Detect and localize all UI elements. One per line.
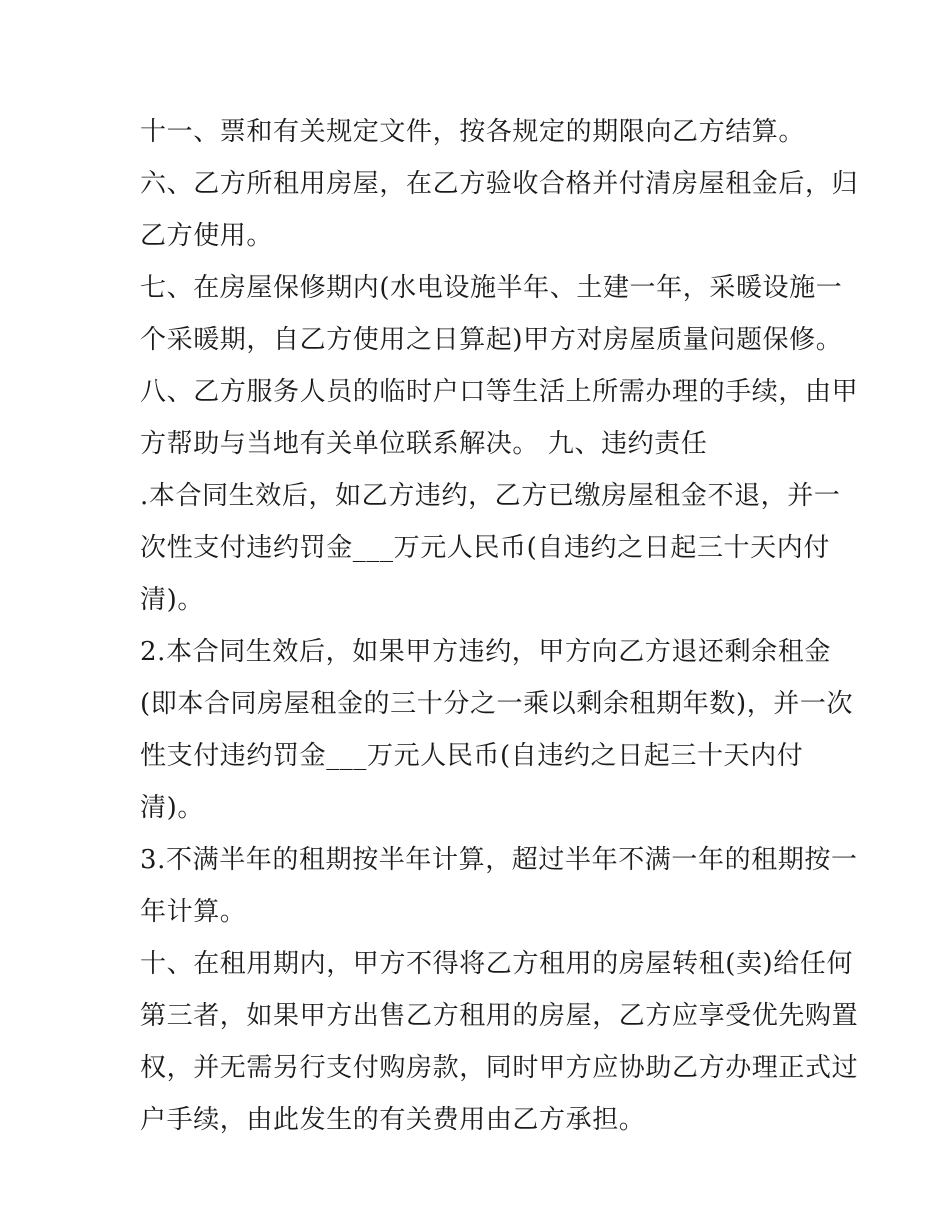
- text-line: 乙方使用。: [140, 221, 274, 251]
- text-line: .本合同生效后，如乙方违约，乙方已缴房屋租金不退，并一: [140, 481, 841, 511]
- text-line: 2.本合同生效后，如果甲方违约，甲方向乙方退还剩余租金: [140, 637, 832, 667]
- text-line: 十一、票和有关规定文件，按各规定的期限向乙方结算。: [140, 117, 806, 147]
- text-line: 年计算。: [140, 897, 247, 927]
- text-line: 六、乙方所租用房屋，在乙方验收合格并付清房屋租金后，归: [140, 169, 859, 199]
- text-line: 次性支付违约罚金___万元人民币(自违约之日起三十天内付: [140, 533, 830, 563]
- text-line: (即本合同房屋租金的三十分之一乘以剩余租期年数)，并一次: [140, 689, 854, 719]
- text-line: 个采暖期，自乙方使用之日算起)甲方对房屋质量问题保修。: [140, 325, 843, 355]
- text-line: 权，并无需另行支付购房款，同时甲方应协助乙方办理正式过: [140, 1053, 859, 1083]
- text-line: 十、在租用期内，甲方不得将乙方租用的房屋转租(卖)给任何: [140, 949, 854, 979]
- text-line: 方帮助与当地有关单位联系解决。 九、违约责任: [140, 429, 708, 459]
- text-line: 3.不满半年的租期按半年计算，超过半年不满一年的租期按一: [140, 845, 858, 875]
- text-line: 户手续，由此发生的有关费用由乙方承担。: [140, 1105, 646, 1135]
- document-body: [140, 106, 859, 1146]
- text-line: 七、在房屋保修期内(水电设施半年、土建一年，采暖设施一: [140, 273, 843, 303]
- text-line: 第三者，如果甲方出售乙方租用的房屋，乙方应享受优先购置: [140, 1001, 859, 1031]
- text-line: 清)。: [140, 793, 204, 823]
- text-line: 八、乙方服务人员的临时户口等生活上所需办理的手续，由甲: [140, 377, 859, 407]
- text-line: 清)。: [140, 585, 204, 615]
- text-line: 性支付违约罚金___万元人民币(自违约之日起三十天内付: [140, 741, 804, 771]
